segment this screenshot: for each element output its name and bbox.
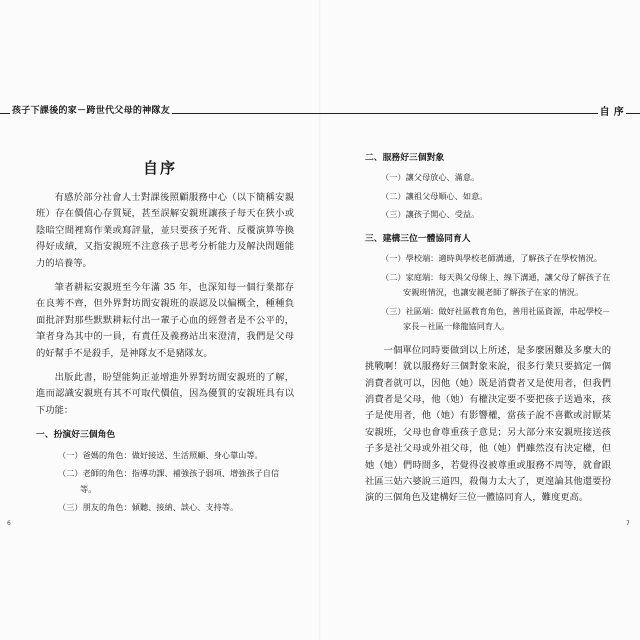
- section-heading-collaboration: 三、建構三位一體協同育人: [365, 233, 471, 244]
- list-item: （三）朋友的角色：傾聽、接納、談心、支持等。: [58, 502, 239, 513]
- page-number-right: 7: [626, 520, 630, 527]
- closing-paragraph: 一個單位同時要做到以上所述，是多麼困難及多麼大的挑戰啊！就以服務好三個對象來說，很多行業只要搞定一個消費者就可以，因他（她）既是消費者又是使用者，但我們消費者是父母，他（她）有權決定要不要把孩子送過來，孩子是使用者，他（她）有影響權，當孩子說不喜歡或討厭某安親班，父母也會尊重孩子意見；另大部分來安親班接送孩子多是社父母或外祖父母，他（她）們雖然沒有決定權，但她（她）們時間多，若覺得沒被尊重或服務不周等，就會跟社區三姑六婆說三道四，殺傷力太大了，更遑論其他還要扮演的三個角色及建構好三位一體協同育人，難度更高。: [365, 344, 611, 504]
- paragraph-2: 筆者耕耘安親班至今年滿 35 年，也深知每一個行業都存在良莠不齊，但外界對坊間安親班的誤認及以偏概全，種種負面批評對那些默默耕耘付出一輩子心血的經營者是不公平的，筆者身為其中的一員，有責任及義務站出來澄清，我們是父母的好幫手不是殺手，是神隊友不是豬隊友。: [36, 282, 294, 359]
- page-title: 自序: [142, 159, 177, 177]
- list-item: （一）學校端：適時與學校老師溝通，了解孩子在學校情況。: [381, 253, 603, 264]
- list-item: （三）社區端：做好社區教育角色，善用社區資源，串起學校－家長－社區一條龍協同育人。: [381, 305, 611, 332]
- left-body: [36, 190, 294, 519]
- right-body: [365, 148, 611, 515]
- list-item: （二）讓祖父母順心、如意。: [381, 190, 488, 201]
- paragraph-3: 出版此書，盼望能夠正並增進外界對坊間安親班的了解，進而認識安親班有其不可取代價值，因為優質的安親班具有以下功能：: [36, 372, 294, 416]
- list-item: （一）爸媽的角色：做好接送、生活照顧、身心靠山等。: [58, 449, 263, 460]
- gutter: [319, 0, 321, 640]
- running-head-chapter: 自 序: [598, 103, 626, 118]
- list-item: （二）家庭端：每天與父母線上、線下溝通，讓父母了解孩子在安親班情況，也讓安親老師了解孩子在家的情況。: [381, 271, 611, 298]
- list-item: （一）讓父母放心、滿意。: [381, 172, 480, 183]
- list-item: （二）老師的角色：指導功課、補強孩子弱項、增強孩子自信等。: [58, 468, 280, 494]
- section-heading-roles: 一、扮演好三個角色: [36, 430, 116, 441]
- list-item: （三）讓孩子開心、受益。: [381, 209, 480, 220]
- page-number-left: 6: [7, 520, 11, 527]
- paragraph-1: 有感於部分社會人士對課後照顧服務中心（以下簡稱安親班）存在價值心存質疑，甚至誤解安親班讓孩子每天在狹小或陰暗空間裡寫作業或寫評量，並只要孩子死背、反覆演算等換得好成績，又指安親班不注意孩子思考分析能力及解決問題能力的培養等。: [36, 192, 294, 269]
- section-heading-targets: 二、服務好三個對象: [365, 153, 445, 163]
- running-head-book-title: 孩子下課後的家－跨世代父母的神隊友: [10, 103, 172, 116]
